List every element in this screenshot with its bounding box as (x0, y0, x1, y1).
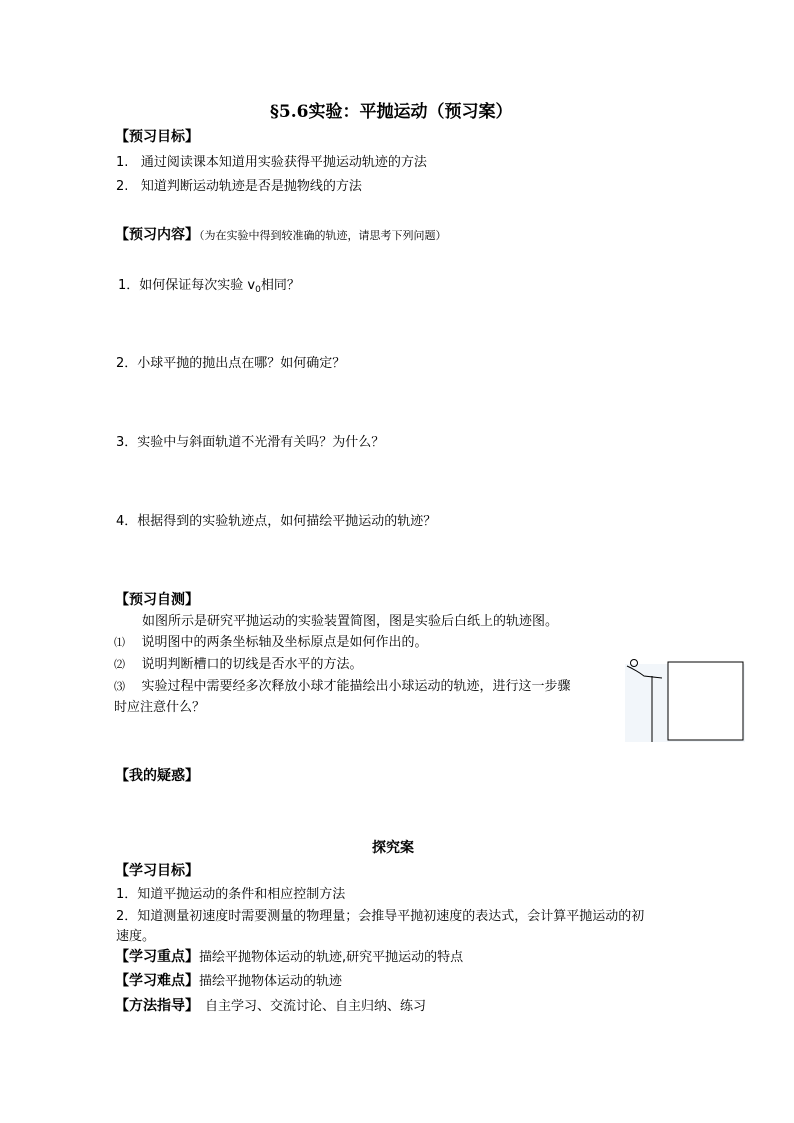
method-text: 自主学习、交流讨论、自主归纳、练习 (205, 999, 427, 1014)
learning-goal-2: 2．知道测量初速度时需要测量的物理量；会推导平抛初速度的表达式，会计算平抛运动的初 (116, 909, 645, 924)
self-test-item (114, 653, 363, 672)
item-text: 说明图中的两条坐标轴及坐标原点是如何作出的。 (141, 635, 428, 650)
self-test-item (114, 675, 571, 694)
doubts-heading: 【我的疑惑】 (115, 768, 199, 784)
item-num: ⑵ (114, 658, 125, 671)
explore-title: 探究案 (372, 840, 414, 856)
self-test-item (114, 631, 428, 650)
item-num: ⑶ (114, 680, 125, 693)
page-title: §5.6实验：平抛运动（预习案） (270, 102, 513, 122)
question-1 (118, 274, 300, 295)
method-heading: 【方法指导】 (115, 998, 199, 1014)
item-text: 说明判断槽口的切线是否水平的方法。 (141, 657, 363, 672)
difficulty-heading: 【学习难点】 (115, 973, 199, 989)
difficulty-text: 描绘平抛物体运动的轨迹 (199, 974, 343, 989)
self-test-heading: 【预习自测】 (115, 592, 199, 608)
preview-content-heading: 【预习内容】 (115, 227, 199, 243)
key-point-heading: 【学习重点】 (115, 949, 199, 965)
goal-item (116, 175, 362, 194)
goal-num: 2. (116, 179, 129, 194)
item-text: 实验过程中需要经多次释放小球才能描绘出小球运动的轨迹，进行这一步骤 (141, 679, 571, 694)
item-num: ⑴ (114, 636, 125, 649)
preview-goals-heading: 【预习目标】 (115, 129, 199, 145)
learning-goal-1: 1．知道平抛运动的条件和相应控制方法 (116, 887, 346, 902)
apparatus-diagram (622, 654, 746, 744)
question-4: 4．根据得到的实验轨迹点，如何描绘平抛运动的轨迹？ (116, 514, 437, 529)
paper-board (668, 662, 743, 740)
method-line (115, 995, 426, 1015)
preview-content-note: （为在实验中得到较准确的轨迹，请思考下列问题） (199, 229, 447, 242)
goal-text: 通过阅读课本知道用实验获得平抛运动轨迹的方法 (140, 155, 427, 170)
self-test-item-continued: 时应注意什么？ (114, 700, 206, 715)
question-2: 2．小球平抛的抛出点在哪？如何确定？ (116, 356, 346, 371)
key-point-text: 描绘平抛物体运动的轨迹,研究平抛运动的特点 (199, 950, 464, 965)
key-point-line (115, 946, 463, 966)
preview-content-line (115, 224, 447, 244)
question-3: 3．实验中与斜面轨道不光滑有关吗？为什么？ (116, 435, 385, 450)
goal-item (116, 151, 427, 170)
learning-goal-2-cont: 速度。 (116, 929, 156, 944)
difficulty-line (115, 970, 342, 990)
question-1-suffix: 相同？ (260, 278, 300, 293)
question-1-prefix: 1．如何保证每次实验 v (118, 278, 256, 293)
self-test-intro: 如图所示是研究平抛运动的实验装置简图，图是实验后白纸上的轨迹图。 (142, 614, 559, 629)
v-subscript: 0 (255, 285, 261, 295)
goal-num: 1. (116, 155, 129, 170)
goal-text: 知道判断运动轨迹是否是抛物线的方法 (140, 179, 362, 194)
learning-goals-heading: 【学习目标】 (115, 863, 199, 879)
